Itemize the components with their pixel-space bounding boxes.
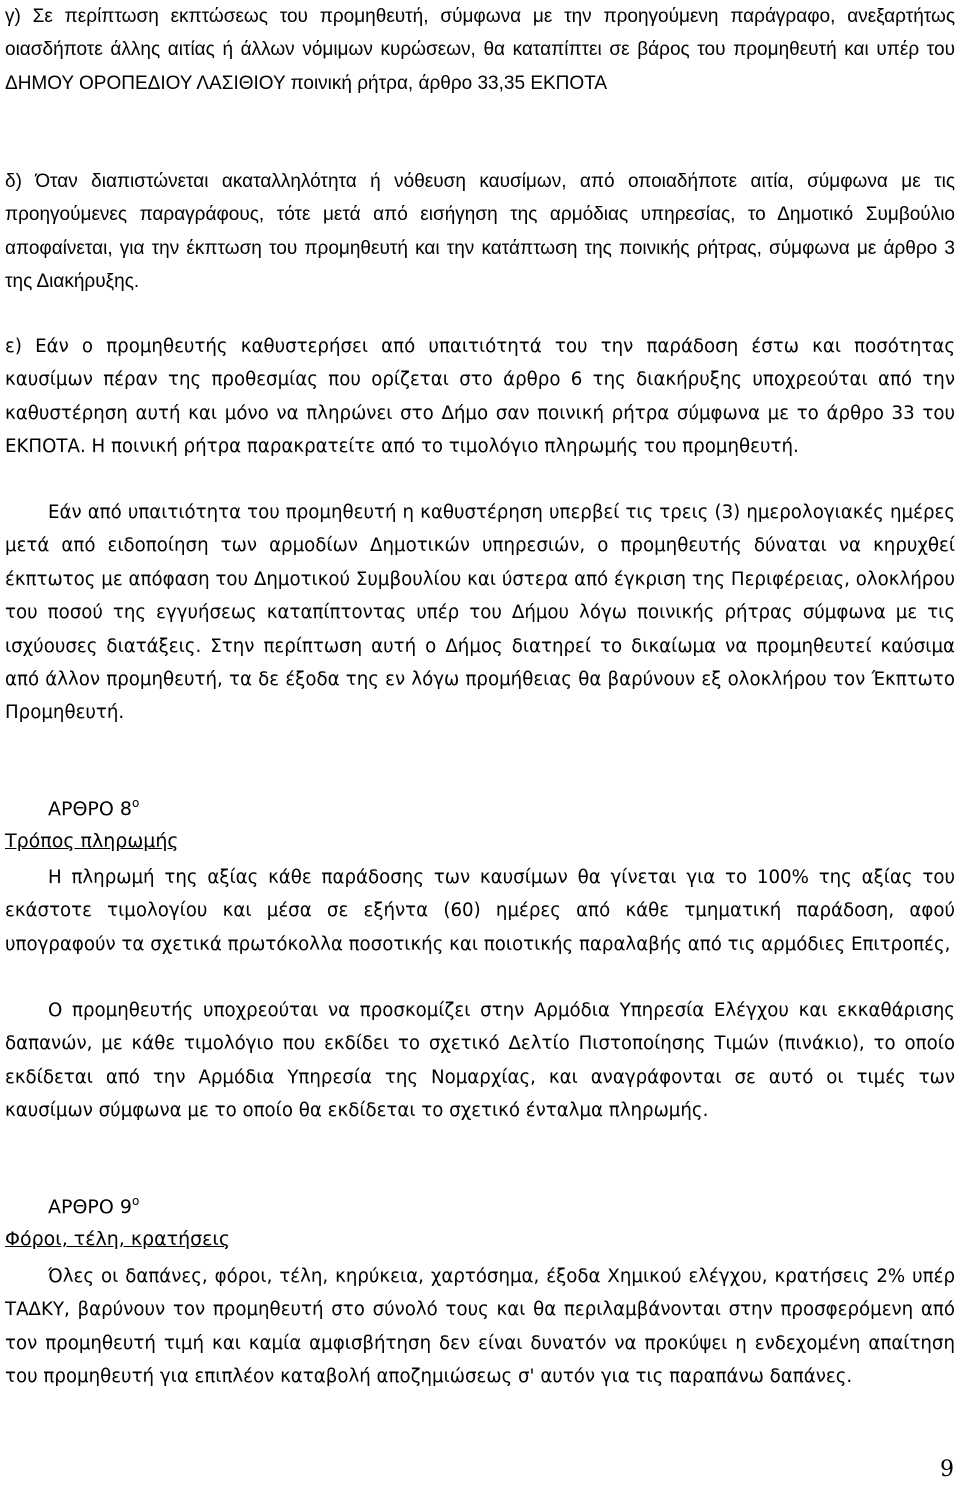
- article-8-title: Τρόπος πληρωμής: [5, 830, 179, 852]
- article-8-heading-text: ΑΡΘΡΟ 8: [48, 798, 132, 820]
- article-9-degree: ο: [131, 1194, 140, 1208]
- article-9-title: Φόροι, τέλη, κρατήσεις: [5, 1228, 231, 1250]
- article-9-heading-text: ΑΡΘΡΟ 9: [48, 1196, 132, 1218]
- paragraph-epsilon-continued: Εάν από υπαιτιότητα του προμηθευτή η καθυστέρηση υπερβεί τις τρεις (3) ημερολογιακές ημέρες μετά από ειδοποίηση των αρμοδίων Δημοτικών υπηρεσιών, ο προμηθευτής δύναται να κηρυχθεί έκπτωτος με απόφαση του Δημοτικού Συμβουλίου και ύστερα από έγκριση της Περιφέρειας, ολοκλήρου του ποσού της εγγυήσεως καταπίπτοντας υπέρ του Δήμου λόγω ποινικής ρήτρας σύμφωνα με τις ισχύουσες διατάξεις. Στην περίπτωση αυτή ο Δήμος διατηρεί το δικαίωμα να προμηθευτεί καύσιμα από άλλον προμηθευτή, τα δε έξοδα της εν λόγω προμήθειας θα βαρύνουν εξ ολοκλήρου τον Έκπτωτο Προμηθευτή.: [5, 502, 955, 724]
- paragraph-gamma: γ) Σε περίπτωση εκπτώσεως του προμηθευτή, σύμφωνα με την προηγούμενη παράγραφο, ανεξαρτήτως οιασδήποτε άλλης αιτίας ή άλλων νόμιμων κυρώσεων, θα καταπίπτει σε βάρος του προμηθευτή και υπέρ του ΔΗΜΟΥ ΟΡΟΠΕΔΙΟΥ ΛΑΣΙΘΙΟΥ ποινική ρήτρα, άρθρο 33,35 ΕΚΠΟΤΑ: [5, 6, 955, 94]
- page-number: 9: [940, 1457, 954, 1482]
- article-8-degree: ο: [131, 796, 140, 810]
- article-8-heading: [48, 796, 139, 820]
- paragraph-delta: δ) Όταν διαπιστώνεται ακαταλληλότητα ή νόθευση καυσίμων, από οποιαδήποτε αιτία, σύμφωνα με τις προηγούμενες παραγράφους, τότε μετά από εισήγηση της αρμόδιας υπηρεσίας, το Δημοτικό Συμβούλιο αποφαίνεται, για την έκπτωση του προμηθευτή και την κατάπτωση της ποινικής ρήτρας, σύμφωνα με άρθρο 3 της Διακήρυξης.: [5, 171, 955, 293]
- paragraph-epsilon: ε) Εάν ο προμηθευτής καθυστερήσει από υπαιτιότητά του την παράδοση έστω και ποσότητας καυσίμων πέραν της προθεσμίας που ορίζεται στο άρθρο 6 της διακήρυξης υποχρεούται από την καθυστέρηση αυτή και μόνο να πληρώνει στο Δήμο σαν ποινική ρήτρα σύμφωνα με το άρθρο 33 του ΕΚΠΟΤΑ. Η ποινική ρήτρα παρακρατείτε από το τιμολόγιο πληρωμής του προμηθευτή.: [5, 336, 955, 458]
- article-8-paragraph-2: Ο προμηθευτής υποχρεούται να προσκομίζει στην Αρμόδια Υπηρεσία Ελέγχου και εκκαθάρισης δαπανών, με κάθε τιμολόγιο που εκδίδει το σχετικό Δελτίο Πιστοποίησης Τιμών (πινάκιο), το οποίο εκδίδεται από την Αρμόδια Υπηρεσία της Νομαρχίας, και αναγράφονται σε αυτό οι τιμές των καυσίμων σύμφωνα με το οποίο θα εκδίδεται το σχετικό ένταλμα πληρωμής.: [5, 1000, 955, 1122]
- article-9-heading: [48, 1194, 139, 1218]
- article-8-paragraph-1: Η πληρωμή της αξίας κάθε παράδοσης των καυσίμων θα γίνεται για το 100% της αξίας του εκάστοτε τιμολογίου και μέσα σε εξήντα (60) ημέρες από κάθε τμηματική παράδοση, αφού υπογραφούν τα σχετικά πρωτόκολλα ποσοτικής και ποιοτικής παραλαβής από τις αρμόδιες Επιτροπές,: [5, 867, 955, 955]
- article-9-paragraph-1: Όλες οι δαπάνες, φόροι, τέλη, κηρύκεια, χαρτόσημα, έξοδα Χημικού ελέγχου, κρατήσεις 2% υπέρ ΤΑΔΚΥ, βαρύνουν τον προμηθευτή στο σύνολό τους και θα περιλαμβάνονται στην προσφερόμενη από τον προμηθευτή τιμή και καμία αμφισβήτηση δεν είναι δυνατόν να προκύψει η ενδεχομένη απαίτηση του προμηθευτή για επιπλέον καταβολή αποζημιώσεως σ' αυτόν για τις παραπάνω δαπάνες.: [5, 1266, 955, 1388]
